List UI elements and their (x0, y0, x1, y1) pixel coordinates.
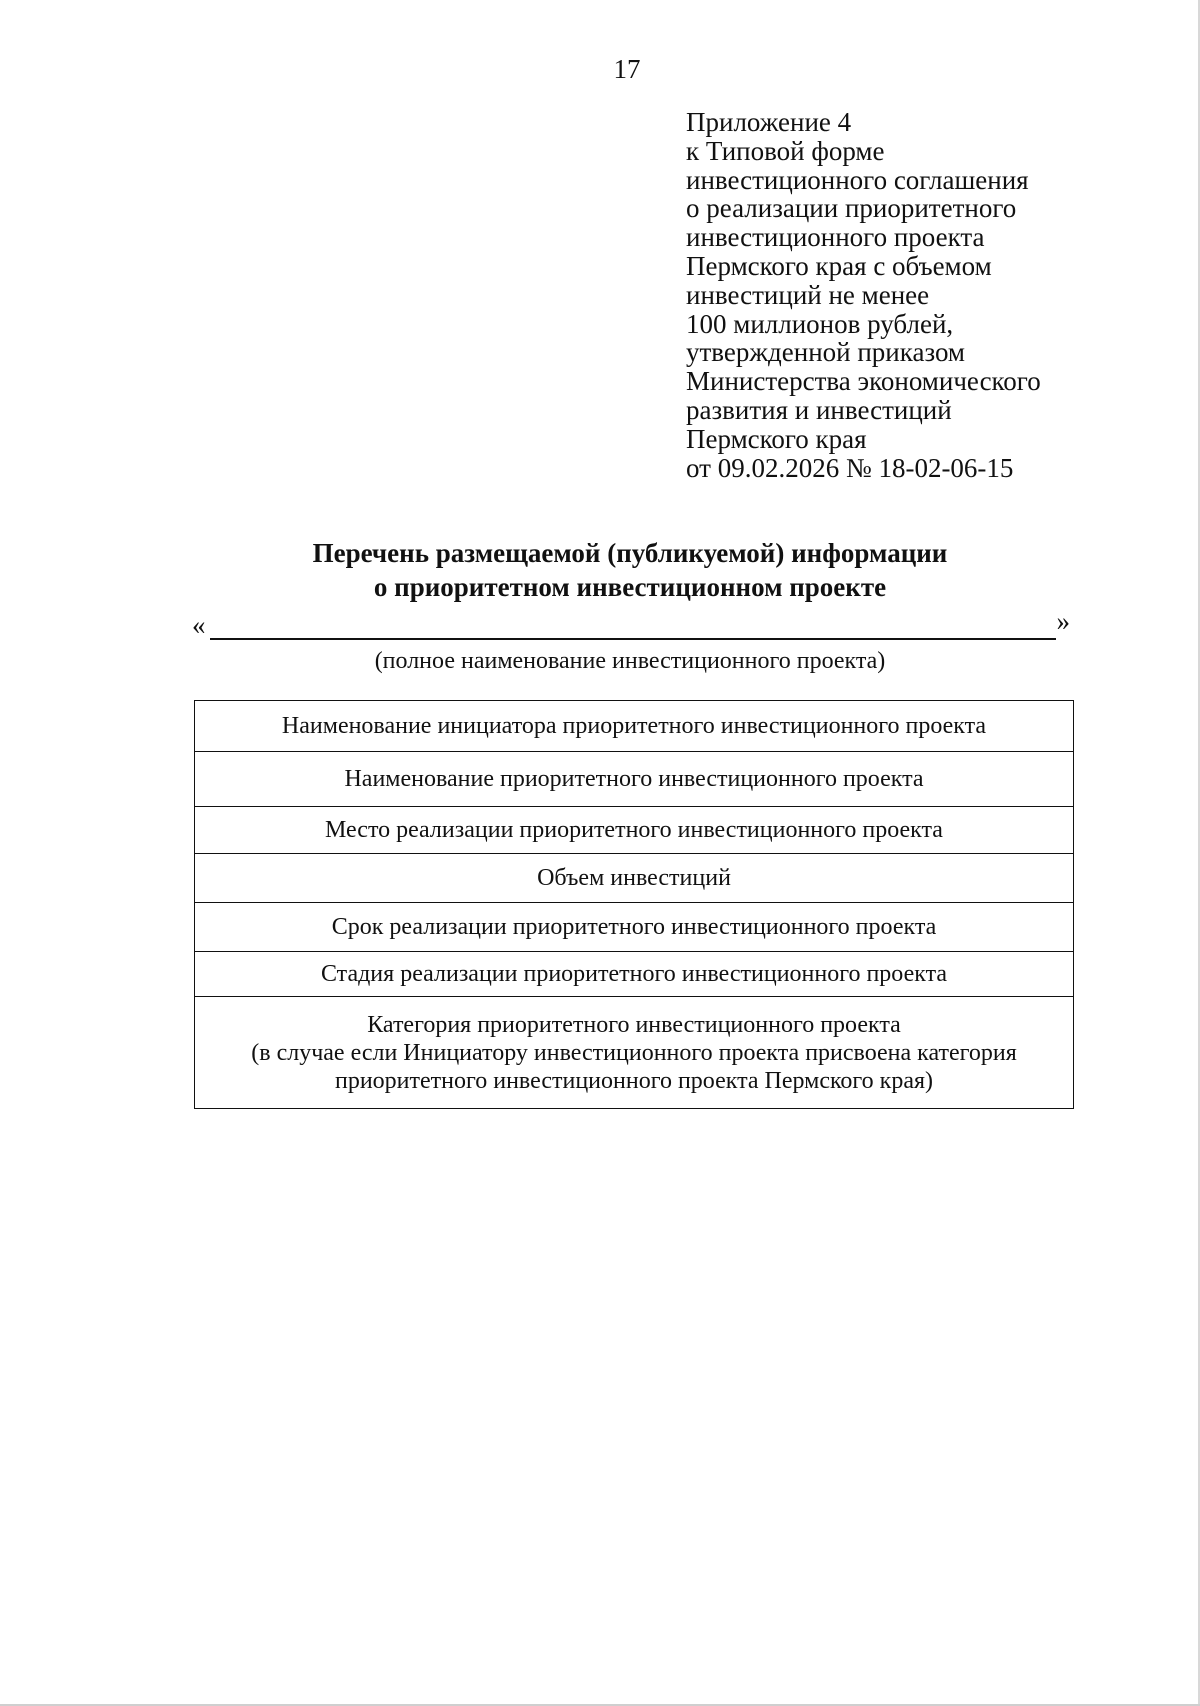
appendix-line: инвестиций не менее (686, 279, 930, 310)
appendix-line: к Типовой форме (686, 135, 885, 166)
table-row (195, 701, 1073, 752)
project-name-blank (210, 638, 1056, 640)
row-text (537, 864, 731, 892)
open-quote: « (192, 610, 206, 640)
appendix-line: 100 миллионов рублей, (686, 308, 954, 339)
row-text (282, 712, 986, 740)
row-text (251, 1011, 1017, 1095)
row-text-line: Место реализации приоритетного инвестиционного проекта (325, 817, 943, 843)
row-text (344, 765, 923, 793)
table-row (195, 952, 1073, 997)
row-text-line: Объем инвестиций (537, 865, 731, 891)
row-text-line: Наименование приоритетного инвестиционного проекта (344, 766, 924, 792)
row-text (332, 913, 937, 941)
info-table (194, 700, 1074, 1109)
row-text-line: Стадия реализации приоритетного инвестиционного проекта (320, 961, 948, 987)
row-text-line: Категория приоритетного инвестиционного проекта (367, 1011, 901, 1038)
page-number: 17 (613, 54, 641, 84)
close-quote: » (1056, 606, 1070, 636)
project-name-field (192, 608, 1070, 644)
appendix-line: о реализации приоритетного (686, 193, 1017, 224)
table-row (195, 997, 1073, 1108)
table-row (195, 807, 1073, 854)
appendix-line: инвестиционного проекта (686, 222, 985, 253)
table-row (195, 903, 1073, 952)
field-caption: (полное наименование инвестиционного проекта) (374, 648, 886, 674)
appendix-line: Министерства экономического (686, 366, 1041, 397)
row-text (321, 960, 947, 988)
row-text-line: Срок реализации приоритетного инвестиционного проекта (331, 914, 937, 940)
appendix-line: Пермского края с объемом (686, 250, 992, 281)
document-title (0, 536, 1200, 604)
appendix-line: инвестиционного соглашения (686, 164, 1029, 195)
table-row (195, 854, 1073, 903)
row-text-line: (в случае если Инициатору инвестиционного проекта присвоена категория (251, 1039, 1017, 1066)
appendix-header (686, 108, 1041, 482)
title-line: Перечень размещаемой (публикуемой) информации (312, 538, 948, 568)
row-text-line: Наименование инициатора приоритетного инвестиционного проекта (281, 713, 987, 739)
appendix-line: от 09.02.2026 № 18-02-06-15 (686, 452, 1014, 483)
title-line: о приоритетном инвестиционном проекте (373, 572, 887, 602)
appendix-line: Приложение 4 (686, 107, 852, 137)
row-text (325, 816, 943, 844)
table-row (195, 752, 1073, 807)
appendix-line: утвержденной приказом (686, 337, 966, 368)
row-text-line: приоритетного инвестиционного проекта Пермского края) (334, 1067, 934, 1094)
appendix-line: развития и инвестиций (686, 394, 952, 425)
appendix-line: Пермского края (686, 423, 867, 454)
